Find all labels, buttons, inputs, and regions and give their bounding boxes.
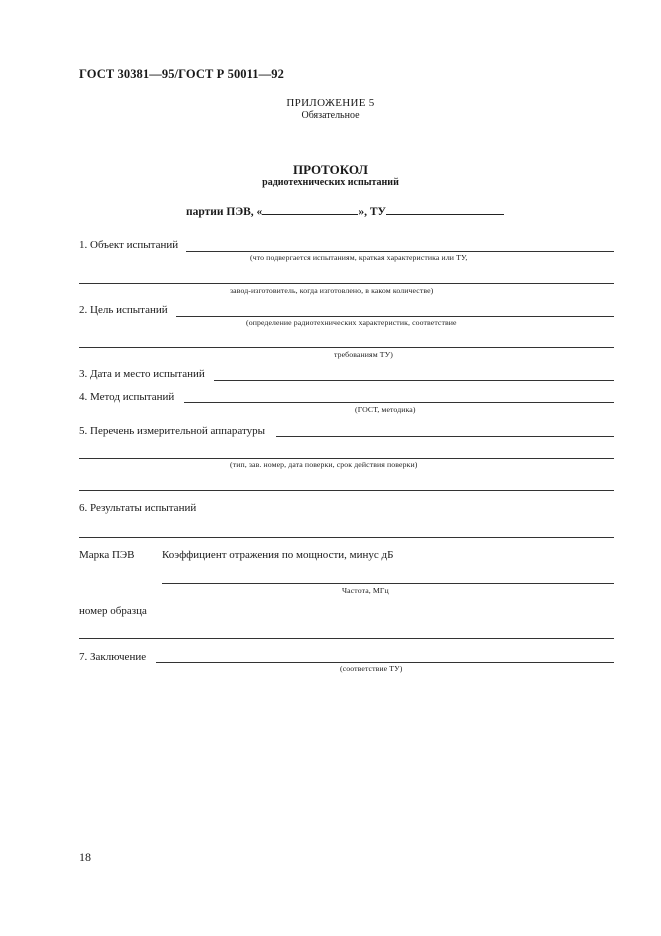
field-object-label: 1. Объект испытаний xyxy=(79,239,179,251)
field-equipment-line-2[interactable] xyxy=(79,458,614,459)
batch-prefix: партии ПЭВ, « xyxy=(186,206,263,218)
table-brand-label: Марка ПЭВ xyxy=(79,549,135,561)
field-equipment-label: 5. Перечень измерительной аппаратуры xyxy=(79,425,266,437)
field-goal-line-2[interactable] xyxy=(79,347,614,348)
document-header: ГОСТ 30381—95/ГОСТ Р 50011—92 xyxy=(79,67,284,81)
tu-blank[interactable] xyxy=(386,202,504,215)
field-conclusion-line[interactable] xyxy=(156,662,614,663)
field-goal-label: 2. Цель испытаний xyxy=(79,304,168,316)
field-object-line[interactable] xyxy=(186,251,614,252)
table-sample-label: номер образца xyxy=(79,605,147,617)
field-object-note-2: завод-изготовитель, когда изготовлено, в каком количестве) xyxy=(230,286,434,295)
batch-line xyxy=(186,202,504,218)
field-method-line[interactable] xyxy=(184,402,614,403)
field-date-place-label: 3. Дата и место испытаний xyxy=(79,368,205,380)
table-sample-line[interactable] xyxy=(79,638,614,639)
field-conclusion-note: (соответствие ТУ) xyxy=(340,664,403,673)
field-object-note-1: (что подвергается испытаниям, краткая характеристика или ТУ, xyxy=(250,253,468,262)
field-equipment-line[interactable] xyxy=(276,436,614,437)
field-equipment-line-3[interactable] xyxy=(79,490,614,491)
field-goal-note-1: (определение радиотехнических характеристик, соответствие xyxy=(246,318,457,327)
appendix-title: ПРИЛОЖЕНИЕ 5 xyxy=(286,97,375,109)
batch-date-blank[interactable] xyxy=(262,202,358,215)
protocol-subtitle: радиотехнических испытаний xyxy=(262,177,399,188)
field-goal-note-2: требованиям ТУ) xyxy=(334,350,393,359)
table-freq-line[interactable] xyxy=(162,583,614,584)
field-date-place-line[interactable] xyxy=(214,380,614,381)
protocol-title: ПРОТОКОЛ xyxy=(293,162,368,177)
field-equipment-note: (тип, зав. номер, дата поверки, срок действия поверки) xyxy=(230,460,418,469)
table-freq-note: Частота, МГц xyxy=(342,586,389,595)
field-method-label: 4. Метод испытаний xyxy=(79,391,175,403)
field-goal-line[interactable] xyxy=(176,316,614,317)
batch-mid: », ТУ xyxy=(358,206,386,218)
table-coef-label: Коэффициент отражения по мощности, минус дБ xyxy=(162,549,394,561)
field-results-line[interactable] xyxy=(79,537,614,538)
field-object-line-2[interactable] xyxy=(79,283,614,284)
field-method-note: (ГОСТ, методика) xyxy=(355,405,416,414)
page-number: 18 xyxy=(79,850,91,864)
appendix-status: Обязательное xyxy=(301,110,360,121)
field-conclusion-label: 7. Заключение xyxy=(79,651,147,663)
field-results-label: 6. Результаты испытаний xyxy=(79,502,197,514)
